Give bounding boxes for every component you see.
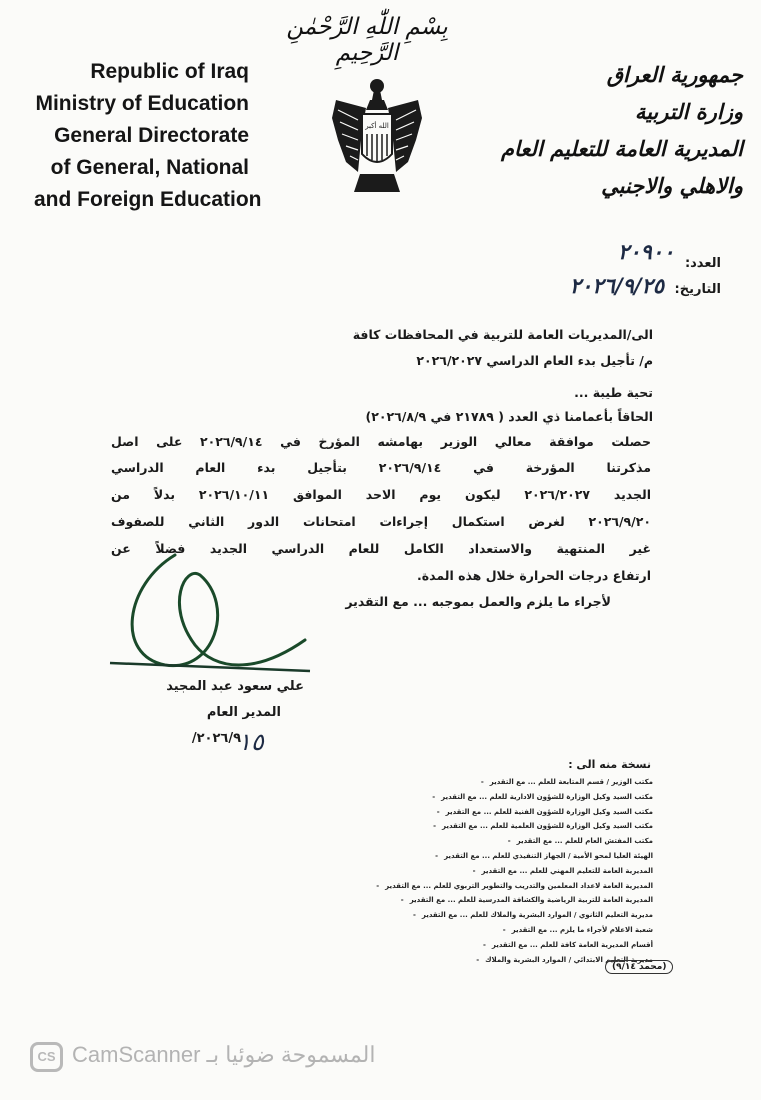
arabic-letterhead [493, 56, 743, 204]
letterhead-line: and Foreign Education [34, 188, 262, 211]
letterhead-line: of General, National [50, 156, 249, 179]
letterhead-line: المديرية العامة للتعليم العام [501, 136, 743, 161]
emblem-inscription: الله أكبر [365, 122, 389, 130]
letterhead-line: Ministry of Education [35, 92, 249, 115]
english-letterhead [34, 56, 262, 216]
letterhead-line: والاهلي والاجنبي [601, 173, 743, 198]
closing-line: لأجراء ما يلزم والعمل بموجبه ... مع التقدير [345, 594, 611, 609]
body-line: ارتفاع درجات الحرارة خلال هذه المدة. [417, 568, 651, 583]
date-value: ٢٠٢٦/٩/٢٥ [569, 273, 664, 298]
date-label: التاريخ: [674, 282, 721, 297]
body-line: ٢٠٢٦/٩/٢٠ لغرض استكمال إجراءات امتحانات الدور الثاني للصفوف [111, 514, 651, 529]
letterhead-line: وزارة التربية [634, 99, 743, 124]
list-item: الهيئة العليا لمحو الأمية / الجهاز التنفيذي للعلم ... مع التقدير - [333, 849, 653, 864]
recipient-line: الى/المديريات العامة للتربية في المحافظات كافة [352, 327, 653, 342]
number-value: ٢٠٩٠٠ [618, 239, 675, 264]
basmala: بِسْمِ اللّٰهِ الرَّحْمٰنِ الرَّحِيمِ [286, 14, 448, 66]
reference-note: (محمد ٩/١٤) [605, 960, 673, 974]
list-item: مكتب السيد وكيل الوزارة للشؤون الفنية للعلم ... مع التقدير - [333, 805, 653, 820]
copies-title: نسخة منه الى : [568, 758, 651, 771]
list-item: مكتب السيد وكيل الوزارة للشؤون الادارية للعلم ... مع التقدير - [333, 790, 653, 805]
letterhead-line: Republic of Iraq [90, 60, 249, 83]
list-item: المديرية العامة للتربية الرياضية والكشافة المدرسية للعلم ... مع التقدير - [333, 893, 653, 908]
signatory-name: علي سعود عبد المجيد [166, 679, 304, 694]
list-item: المديرية العامة لاعداد المعلمين والتدريب والتطوير التربوي للعلم ... مع التقدير - [333, 879, 653, 894]
list-item: مديرية التعليم الابتدائي / الموارد البشرية والملاك - [333, 953, 653, 968]
body-line: مذكرتنا المؤرخة في ٢٠٢٦/٩/١٤ بتأجيل بدء العام الدراسي [111, 460, 651, 475]
reference-line: الحاقاً بأعمامنا ذي العدد ( ٢١٧٨٩ في ٢٠٢٦/٨/٩) [365, 409, 653, 424]
signature-scribble [105, 545, 315, 695]
list-item: مكتب السيد وكيل الوزارة للشؤون العلمية للعلم ... مع التقدير - [333, 819, 653, 834]
document-number [541, 239, 721, 272]
list-item: أقسام المديرية العامة كافة للعلم ... مع التقدير - [333, 938, 653, 953]
signature-date-day: ١٥ [238, 728, 264, 756]
camscanner-logo-icon: CS [30, 1042, 63, 1072]
document-date [541, 273, 721, 298]
list-item: مديرية التعليم الثانوي / الموارد البشرية والملاك للعلم ... مع التقدير - [333, 908, 653, 923]
body-line: غير المنتهية والاستعداد الكامل للعام الدراسي الجديد فضلاً عن [111, 541, 651, 556]
signature-date: ٢٠٢٦/٩/ [191, 731, 241, 746]
camscanner-text: CamScanner المسموحة ضوئيا بـ [72, 1042, 376, 1067]
greeting: تحية طيبة ... [574, 385, 653, 400]
list-item: مكتب المفتش العام للعلم ... مع التقدير - [333, 834, 653, 849]
signatory-title: المدير العام [206, 705, 281, 720]
copies-list [333, 775, 653, 967]
subject-line: م/ تأجيل بدء العام الدراسي ٢٠٢٦/٢٠٢٧ [416, 353, 653, 368]
list-item: المديرية العامة للتعليم المهني للعلم ... مع التقدير - [333, 864, 653, 879]
number-label: العدد: [684, 256, 721, 271]
list-item: شعبة الاعلام لأجراء ما يلزم ... مع التقدير - [333, 923, 653, 938]
letterhead-line: General Directorate [54, 124, 249, 147]
body-line: حصلت موافقة معالي الوزير بهامشه المؤرخ في ٢٠٢٦/٩/١٤ على اصل [111, 434, 651, 449]
letterhead-line: جمهورية العراق [606, 62, 743, 87]
body-line: الجديد ٢٠٢٦/٢٠٢٧ ليكون يوم الاحد الموافق ٢٠٢٦/١٠/١١ بدلاً من [111, 487, 651, 502]
list-item: مكتب الوزير / قسم المتابعة للعلم ... مع التقدير - [333, 775, 653, 790]
iraq-eagle-emblem [330, 70, 425, 200]
